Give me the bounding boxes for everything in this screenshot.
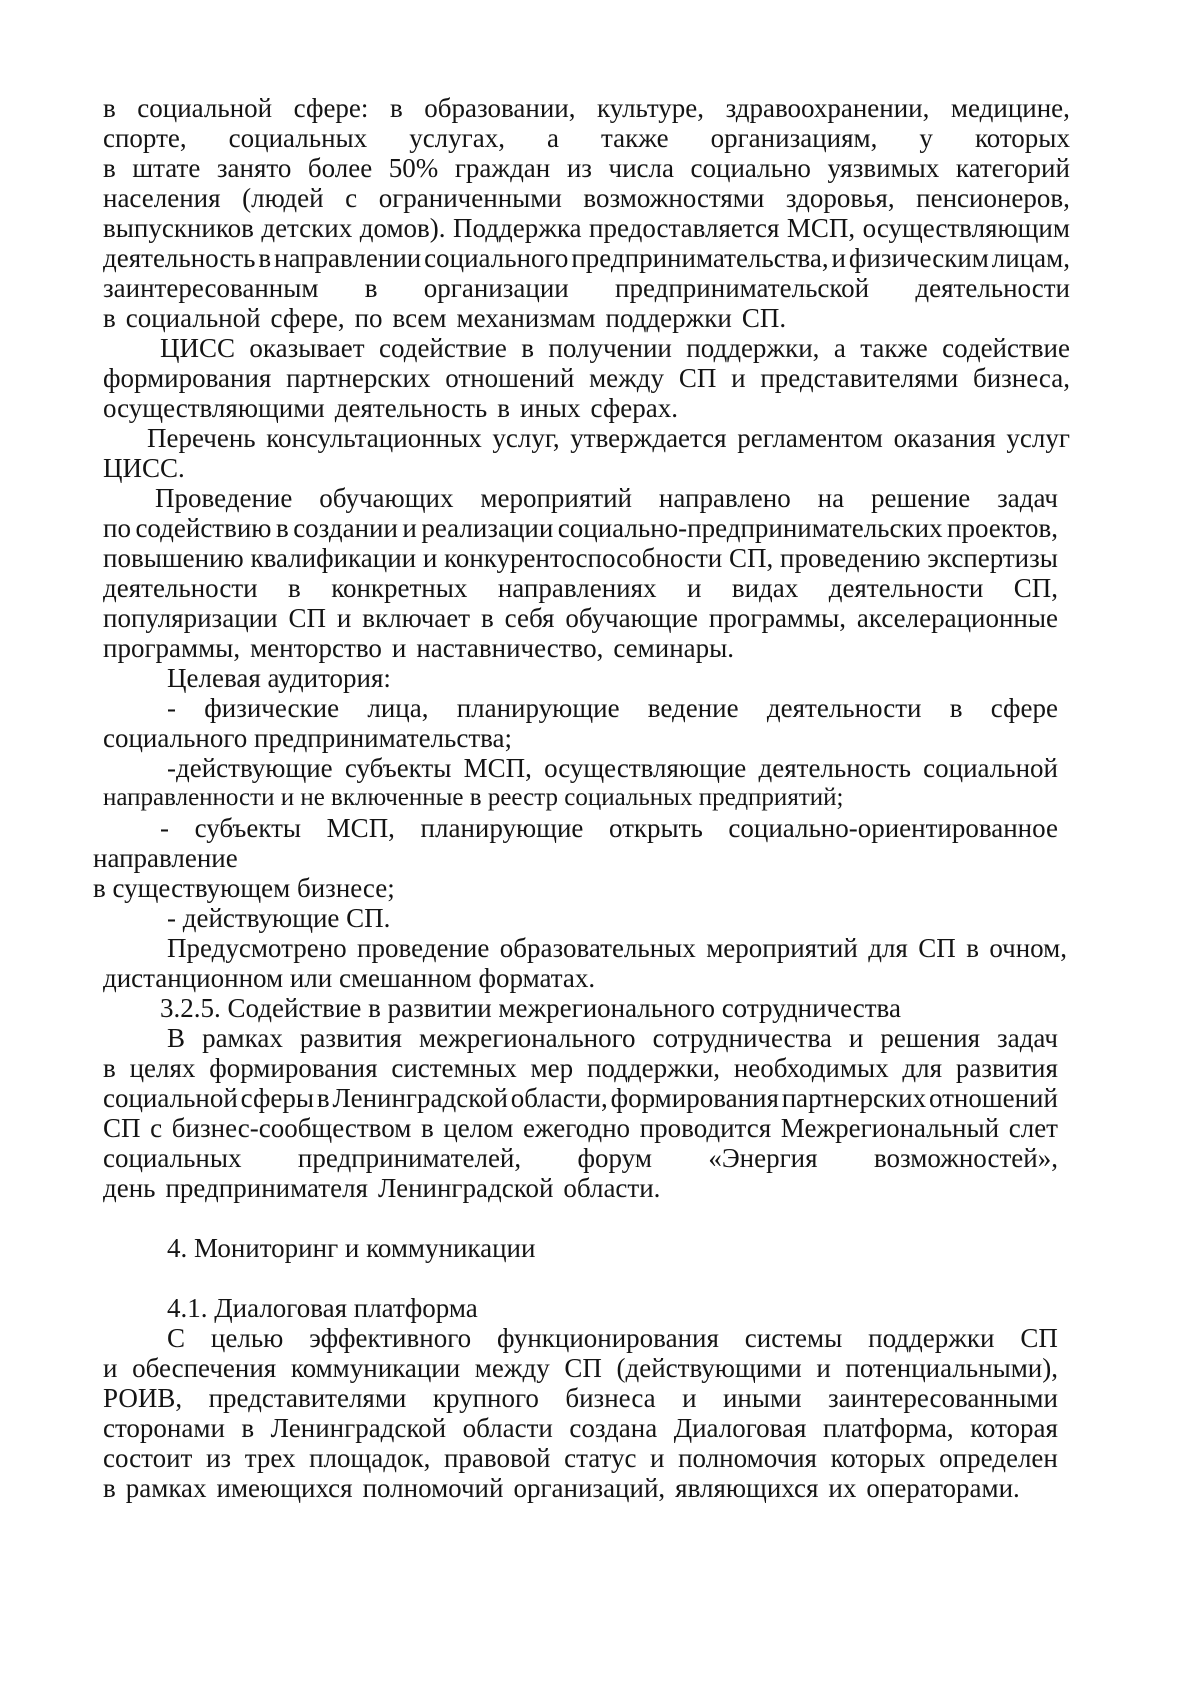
- word: механизмам: [456, 303, 596, 333]
- word: крупного: [432, 1383, 539, 1413]
- word: целью: [210, 1323, 284, 1353]
- word: предпринимательства,: [571, 243, 829, 273]
- word: обучающие: [565, 603, 699, 633]
- word: социальной: [103, 1083, 238, 1113]
- word: социальных: [228, 123, 368, 153]
- word: целом: [443, 1113, 514, 1143]
- text-line: [103, 92, 1070, 124]
- word: трех: [244, 1443, 296, 1473]
- word: граждан: [454, 153, 551, 183]
- word: бизнеса: [565, 1383, 656, 1413]
- word: оказывает: [249, 333, 365, 363]
- word: и: [686, 573, 702, 603]
- word: развития: [955, 1053, 1058, 1083]
- word: а: [547, 123, 559, 153]
- word: деятельность: [758, 753, 911, 783]
- word: в: [103, 93, 116, 123]
- word: которая: [970, 1413, 1058, 1443]
- word: с: [345, 183, 358, 213]
- word: Перечень: [147, 423, 256, 453]
- word: системных: [391, 1053, 517, 1083]
- word: решение: [871, 483, 971, 513]
- text-line: дистанционном или смешанном форматах.: [103, 963, 596, 993]
- word: в: [103, 1053, 116, 1083]
- word: здоровья,: [785, 183, 895, 213]
- text-line: [103, 302, 1070, 334]
- word: СП: [918, 933, 956, 963]
- word: ЦИСС: [160, 333, 236, 363]
- subsection-heading: 4.1. Диалоговая платформа: [167, 1293, 478, 1323]
- word: определен: [939, 1443, 1058, 1473]
- text-line: [103, 1052, 1058, 1084]
- word: Диалоговая: [673, 1413, 807, 1443]
- word: правовой: [443, 1443, 551, 1473]
- word: и: [336, 603, 352, 633]
- word: деятельности: [915, 273, 1070, 303]
- word: бизнес-сообществом: [171, 1113, 412, 1143]
- word: отношений: [445, 363, 575, 393]
- word: у: [919, 123, 933, 153]
- word: МСП,: [326, 813, 395, 843]
- text-line: направленности и не включенные в реестр социальных предприятий;: [103, 784, 844, 811]
- text-line: [167, 752, 1058, 784]
- word: проводится: [639, 1113, 772, 1143]
- word: и: [848, 1023, 864, 1053]
- word: культуре,: [597, 93, 705, 123]
- word: ежегодно: [522, 1113, 631, 1143]
- text-line: [103, 392, 1070, 424]
- section-heading: 4. Мониторинг и коммуникации: [167, 1233, 536, 1263]
- word: программы,: [708, 603, 846, 633]
- word: содействие: [942, 333, 1070, 363]
- text-line: [103, 152, 1070, 184]
- word: поддержки,: [586, 1053, 721, 1083]
- word: РОИВ,: [103, 1383, 183, 1413]
- word: планирующие: [456, 693, 620, 723]
- word: и: [391, 633, 407, 663]
- word: выпускников: [103, 213, 254, 243]
- word: семинары.: [613, 633, 735, 663]
- word: более: [307, 153, 373, 183]
- word: из: [566, 153, 592, 183]
- word: поддержки: [868, 1323, 995, 1353]
- word: менторство: [250, 633, 382, 663]
- word: экспертизы: [927, 543, 1058, 573]
- word: здравоохранении,: [725, 93, 930, 123]
- word: занято: [216, 153, 292, 183]
- word: в: [420, 1113, 434, 1143]
- word: а: [833, 333, 846, 363]
- word: рамках: [202, 1023, 283, 1053]
- word: услуг,: [492, 423, 560, 453]
- word: социальной: [137, 93, 273, 123]
- word: деятельности: [828, 573, 984, 603]
- word: деятельность: [103, 243, 256, 273]
- word: лица,: [367, 693, 429, 723]
- word: социально: [690, 153, 811, 183]
- word: создании: [293, 513, 398, 543]
- text-line: [103, 182, 1070, 214]
- word: в: [966, 933, 979, 963]
- word: популяризации: [103, 603, 278, 633]
- word: деятельность: [334, 393, 488, 423]
- word: СП: [1020, 1323, 1058, 1353]
- text-line: [103, 242, 1070, 274]
- word: СП: [103, 1113, 141, 1143]
- word: эффективного: [309, 1323, 472, 1353]
- word: утверждается: [570, 423, 727, 453]
- word: социальной: [923, 753, 1058, 783]
- word: уязвимых: [827, 153, 940, 183]
- word: детских: [261, 213, 353, 243]
- word: задач: [997, 1023, 1058, 1053]
- word: всем: [392, 303, 447, 333]
- word: СП,: [1013, 573, 1058, 603]
- word: сфере: [990, 693, 1058, 723]
- word: образовательных: [499, 933, 696, 963]
- word: из: [205, 1443, 232, 1473]
- word: Ленинградской: [377, 1173, 554, 1203]
- word: осуществляющими: [103, 393, 325, 423]
- word: СП: [678, 363, 717, 393]
- word: и: [402, 513, 417, 543]
- text-line: [103, 632, 1058, 664]
- word: платформа,: [822, 1413, 954, 1443]
- word: в: [103, 303, 116, 333]
- text-line: [103, 1142, 1058, 1174]
- word: 50%: [388, 153, 439, 183]
- word: статус: [564, 1443, 637, 1473]
- word: рамках: [125, 1473, 207, 1503]
- word: обучающих: [319, 483, 454, 513]
- word: себя: [504, 603, 555, 633]
- word: осуществляющим: [862, 213, 1070, 243]
- word: имеющихся: [216, 1473, 353, 1503]
- text-line: [103, 572, 1058, 604]
- word: и: [731, 363, 746, 393]
- text-line: [160, 812, 1058, 844]
- word: С: [167, 1323, 186, 1353]
- text-line: [103, 1112, 1058, 1144]
- word: предоставляется: [589, 213, 780, 243]
- text-line: - действующие СП.: [167, 903, 391, 933]
- word: физические: [204, 693, 340, 723]
- word: (действующими: [616, 1353, 802, 1383]
- text-line: [103, 1082, 1058, 1114]
- word: площадок,: [309, 1443, 431, 1473]
- word: между: [474, 1353, 550, 1383]
- word: СП: [288, 603, 326, 633]
- word: заинтересованными: [828, 1383, 1058, 1413]
- word: Предусмотрено: [167, 933, 347, 963]
- word: наставничество,: [416, 633, 604, 663]
- word: представителями: [760, 363, 959, 393]
- word: субъекты: [344, 753, 452, 783]
- word: являющихся: [675, 1473, 819, 1503]
- text-line: [103, 1382, 1058, 1414]
- word: также: [860, 333, 928, 363]
- word: ограниченными: [378, 183, 562, 213]
- word: и: [650, 1443, 665, 1473]
- word: услугах,: [409, 123, 505, 153]
- word: которых: [974, 123, 1070, 153]
- word: -действующие: [167, 753, 333, 783]
- word: числа: [608, 153, 674, 183]
- word: в: [497, 393, 510, 423]
- word: физическим: [848, 243, 989, 273]
- word: функционирования: [497, 1323, 719, 1353]
- word: сфере,: [270, 303, 345, 333]
- word: повышению: [103, 543, 244, 573]
- word: субъекты: [194, 813, 302, 843]
- word: Проведение: [155, 483, 293, 513]
- text-line: [103, 1352, 1058, 1384]
- word: социально-ориентированное: [728, 813, 1058, 843]
- word: Ленинградской: [270, 1413, 447, 1443]
- word: которых: [830, 1443, 926, 1473]
- word: оказания: [893, 423, 996, 453]
- word: по: [103, 513, 131, 543]
- word: и: [682, 1383, 697, 1413]
- text-line: направление: [93, 843, 238, 873]
- word: в: [103, 1473, 116, 1503]
- word: социальных: [103, 1143, 242, 1173]
- word: конкурентоспособности: [444, 543, 723, 573]
- word: день: [103, 1173, 156, 1203]
- word: необходимых: [733, 1053, 889, 1083]
- word: и: [816, 1353, 831, 1383]
- word: иных: [519, 393, 581, 423]
- word: открыть: [608, 813, 703, 843]
- text-line: [103, 602, 1058, 634]
- word: области.: [563, 1173, 661, 1203]
- word: их: [828, 1473, 857, 1503]
- word: в: [103, 153, 116, 183]
- word: бизнеса,: [972, 363, 1070, 393]
- word: В: [167, 1023, 186, 1053]
- text-line: [155, 482, 1058, 514]
- word: заинтересованным: [103, 273, 319, 303]
- word: создана: [569, 1413, 658, 1443]
- word: и: [422, 543, 438, 573]
- word: операторами.: [866, 1473, 1020, 1503]
- word: направлении: [274, 243, 422, 273]
- word: Ленинградской: [332, 1083, 508, 1113]
- word: социальной: [125, 303, 261, 333]
- text-line: ЦИСС.: [103, 453, 185, 483]
- word: задач: [997, 483, 1058, 513]
- word: регламентом: [737, 423, 883, 453]
- text-line: [103, 1442, 1058, 1474]
- word: предпринимателей,: [297, 1143, 522, 1173]
- word: мер: [530, 1053, 574, 1083]
- word: межрегионального: [418, 1023, 636, 1053]
- text-line: [103, 272, 1070, 304]
- text-line: [147, 422, 1070, 454]
- word: сферах.: [590, 393, 679, 423]
- word: квалификации: [250, 543, 417, 573]
- word: направлено: [658, 483, 791, 513]
- text-line: [103, 1472, 1058, 1504]
- word: лицам,: [991, 243, 1070, 273]
- word: также: [601, 123, 669, 153]
- word: -: [160, 813, 169, 843]
- word: проведение: [357, 933, 490, 963]
- word: деятельности: [103, 573, 258, 603]
- word: -: [167, 693, 176, 723]
- text-line: [103, 512, 1058, 544]
- word: ведение: [647, 693, 739, 723]
- word: формирования: [610, 1083, 779, 1113]
- word: в: [316, 1083, 330, 1113]
- text-line: [103, 542, 1058, 574]
- word: СП,: [729, 543, 774, 573]
- word: состоит: [103, 1443, 193, 1473]
- word: в: [258, 243, 272, 273]
- word: включает: [362, 603, 471, 633]
- word: возможностями: [583, 183, 765, 213]
- word: проведению: [780, 543, 921, 573]
- word: населения: [103, 183, 221, 213]
- word: конкретных: [331, 573, 468, 603]
- word: целях: [129, 1053, 196, 1083]
- word: предпринимателя: [165, 1173, 368, 1203]
- word: представителями: [208, 1383, 407, 1413]
- word: проектов,: [947, 513, 1058, 543]
- word: спорте,: [103, 123, 187, 153]
- word: сферы: [240, 1083, 315, 1113]
- text-line: [103, 362, 1070, 394]
- word: реализации: [421, 513, 554, 543]
- word: организациям,: [710, 123, 878, 153]
- word: содействие: [379, 333, 507, 363]
- word: мероприятий: [480, 483, 632, 513]
- text-line: [103, 1172, 1058, 1204]
- word: партнерских: [286, 363, 431, 393]
- word: организации: [423, 273, 569, 303]
- word: Поддержка: [453, 213, 582, 243]
- word: образовании,: [424, 93, 576, 123]
- text-line: в существующем бизнесе;: [93, 873, 395, 903]
- word: планирующие: [420, 813, 584, 843]
- word: СП.: [741, 303, 787, 333]
- word: в: [481, 603, 494, 633]
- word: развития: [299, 1023, 402, 1053]
- word: в: [521, 333, 534, 363]
- word: осуществляющие: [544, 753, 747, 783]
- word: системы: [744, 1323, 843, 1353]
- word: домов).: [359, 213, 446, 243]
- word: МСП,: [786, 213, 856, 243]
- word: категорий: [955, 153, 1070, 183]
- text-line: [160, 332, 1070, 364]
- word: в: [275, 513, 289, 543]
- word: мероприятий: [706, 933, 858, 963]
- text-line: [167, 932, 1067, 964]
- word: с: [150, 1113, 163, 1143]
- word: поддержки: [605, 303, 732, 333]
- word: формирования: [103, 363, 272, 393]
- word: в: [241, 1413, 255, 1443]
- word: форум: [577, 1143, 652, 1173]
- word: медицине,: [950, 93, 1070, 123]
- word: обеспечения: [132, 1353, 277, 1383]
- word: сотрудничества: [652, 1023, 832, 1053]
- word: области,: [510, 1083, 608, 1113]
- word: получении: [548, 333, 672, 363]
- word: акселерационные: [856, 603, 1058, 633]
- word: МСП,: [463, 753, 532, 783]
- word: и: [103, 1353, 118, 1383]
- word: программы,: [103, 633, 241, 663]
- word: партнерских: [781, 1083, 927, 1113]
- word: и: [831, 243, 846, 273]
- text-line: [167, 1322, 1058, 1354]
- word: сторонами: [103, 1413, 225, 1443]
- word: деятельности: [766, 693, 922, 723]
- word: полномочий: [362, 1473, 504, 1503]
- text-line: социального предпринимательства;: [103, 723, 513, 753]
- word: услуг: [1006, 423, 1070, 453]
- word: между: [589, 363, 665, 393]
- word: консультационных: [266, 423, 482, 453]
- word: потенциальными),: [845, 1353, 1058, 1383]
- word: (людей: [242, 183, 324, 213]
- word: в: [389, 93, 403, 123]
- word: в: [949, 693, 963, 723]
- word: по: [354, 303, 383, 333]
- word: в: [364, 273, 378, 303]
- word: сфере:: [293, 93, 369, 123]
- word: Межрегиональный: [780, 1113, 1000, 1143]
- text-line: [103, 212, 1070, 244]
- word: штате: [132, 153, 201, 183]
- word: поддержки,: [686, 333, 820, 363]
- section-heading: 3.2.5. Содействие в развитии межрегионального сотрудничества: [160, 993, 901, 1023]
- word: социально-предпринимательских: [557, 513, 943, 543]
- word: социального: [424, 243, 569, 273]
- word: слет: [1008, 1113, 1058, 1143]
- word: содействию: [135, 513, 272, 543]
- word: возможностей»,: [873, 1143, 1058, 1173]
- word: для: [868, 933, 908, 963]
- word: организаций,: [513, 1473, 666, 1503]
- word: коммуникации: [290, 1353, 461, 1383]
- word: формирования: [209, 1053, 378, 1083]
- word: на: [817, 483, 845, 513]
- word: очном,: [989, 933, 1067, 963]
- word: полномочия: [678, 1443, 817, 1473]
- word: «Энергия: [708, 1143, 818, 1173]
- word: СП: [564, 1353, 602, 1383]
- word: предпринимательской: [615, 273, 870, 303]
- text-line: [167, 692, 1058, 724]
- word: в: [288, 573, 301, 603]
- word: отношений: [928, 1083, 1058, 1113]
- text-line: [103, 1412, 1058, 1444]
- text-line: [103, 122, 1070, 154]
- word: видах: [731, 573, 799, 603]
- word: пенсионеров,: [916, 183, 1070, 213]
- word: направлениях: [497, 573, 657, 603]
- text-line: [167, 1022, 1058, 1054]
- word: решения: [880, 1023, 980, 1053]
- word: области: [462, 1413, 553, 1443]
- word: иными: [722, 1383, 802, 1413]
- word: для: [902, 1053, 943, 1083]
- text-line: Целевая аудитория:: [167, 663, 391, 693]
